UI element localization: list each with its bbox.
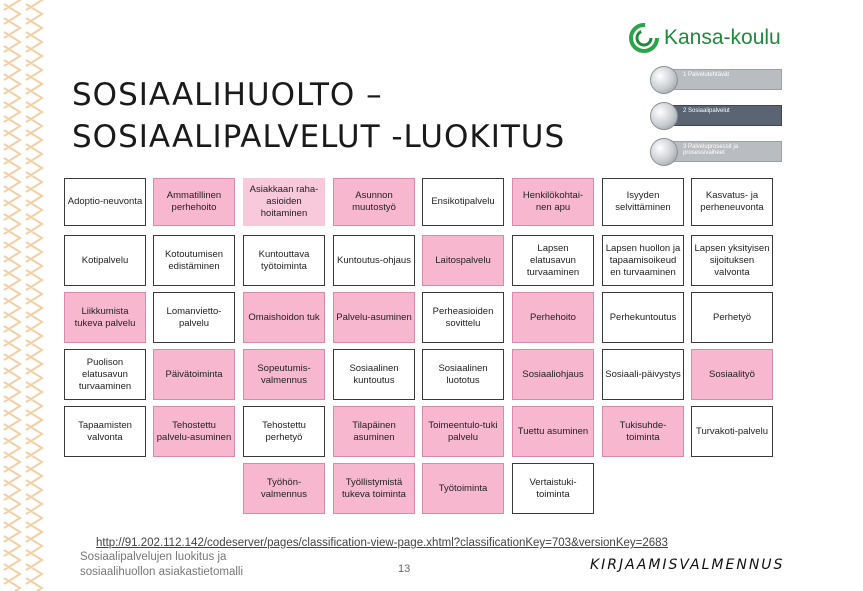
service-cell: Omaishoidon tuk <box>243 292 325 343</box>
process-steps <box>650 66 790 174</box>
service-cell: Tehostettu perhetyö <box>243 406 325 457</box>
service-cell: Asiakkaan raha-asioiden hoitaminen <box>243 178 325 226</box>
service-cell: Sopeutumis-valmennus <box>243 349 325 400</box>
service-cell: Ensikotipalvelu <box>422 178 504 226</box>
service-cell: Tilapäinen asuminen <box>333 406 415 457</box>
service-cell: Sosiaalinen kuntoutus <box>333 349 415 400</box>
service-cell: Puolison elatusavun turvaaminen <box>64 349 146 400</box>
service-cell: Tapaamisten valvonta <box>64 406 146 457</box>
process-step <box>650 66 790 92</box>
service-cell: Lapsen yksityisen sijoituksen valvonta <box>691 235 773 286</box>
service-cell: Työhön-valmennus <box>243 463 325 514</box>
process-step-label: 1 Palvelutehtävät <box>670 69 782 90</box>
process-step-label: 2 Sosiaalipalvelut <box>670 105 782 126</box>
service-cell: Sosiaalinen luototus <box>422 349 504 400</box>
chevron-border-decoration <box>0 0 52 591</box>
step-ball-icon <box>650 102 678 130</box>
service-cell: Vertaistuki-toiminta <box>512 463 594 514</box>
service-cell: Työllistymistä tukeva toiminta <box>333 463 415 514</box>
service-cell: Ammatillinen perhehoito <box>153 178 235 226</box>
slide-title-line1: SOSIAALIHUOLTO – <box>72 77 383 113</box>
service-cell: Toimeentulo-tuki palvelu <box>422 406 504 457</box>
service-cell: Liikkumista tukeva palvelu <box>64 292 146 343</box>
service-cell: Kotipalvelu <box>64 235 146 286</box>
service-cell: Turvakoti-palvelu <box>691 406 773 457</box>
service-cell: Perhekuntoutus <box>602 292 684 343</box>
page-number: 13 <box>398 563 411 575</box>
slide-title <box>72 74 565 158</box>
service-cell: Lapsen elatusavun turvaaminen <box>512 235 594 286</box>
service-cell: Isyyden selvittäminen <box>602 178 684 226</box>
footer-line2: sosiaalihuollon asiakastietomalli <box>80 566 244 578</box>
service-cell: Tuettu asuminen <box>512 406 594 457</box>
service-cell: Kuntoutus-ohjaus <box>333 235 415 286</box>
service-cell: Kuntouttava työtoiminta <box>243 235 325 286</box>
kansa-koulu-logo <box>628 22 781 54</box>
service-cell: Palvelu-asuminen <box>333 292 415 343</box>
service-cell: Perheasioiden sovittelu <box>422 292 504 343</box>
service-cell: Asunnon muutostyö <box>333 178 415 226</box>
brand-text: KIRJAAMISVALMENNUS <box>590 557 785 573</box>
slide-title-line2: SOSIAALIPALVELUT -LUOKITUS <box>72 119 566 155</box>
service-cell: Sosiaali-päivystys <box>602 349 684 400</box>
service-cell: Lomanvietto-palvelu <box>153 292 235 343</box>
step-ball-icon <box>650 138 678 166</box>
logo-swirl-icon <box>628 22 660 54</box>
process-step <box>650 138 790 164</box>
logo-text: Kansa-koulu <box>664 26 781 49</box>
service-cell: Adoptio-neuvonta <box>64 178 146 226</box>
step-ball-icon <box>650 66 678 94</box>
service-cell: Perhetyö <box>691 292 773 343</box>
service-cell: Sosiaaliohjaus <box>512 349 594 400</box>
footer-line1: Sosiaalipalvelujen luokitus ja <box>80 551 227 563</box>
service-cell: Henkilökohtai-nen apu <box>512 178 594 226</box>
service-cell: Laitospalvelu <box>422 235 504 286</box>
service-cell: Tehostettu palvelu-asuminen <box>153 406 235 457</box>
service-cell: Lapsen huollon ja tapaamisoikeud en turvaaminen <box>602 235 684 286</box>
service-cell: Perhehoito <box>512 292 594 343</box>
service-cell: Työtoiminta <box>422 463 504 514</box>
service-cell: Kotoutumisen edistäminen <box>153 235 235 286</box>
footer-source <box>80 550 243 580</box>
process-step <box>650 102 790 128</box>
service-cell: Kasvatus- ja perheneuvonta <box>691 178 773 226</box>
service-cell: Tukisuhde-toiminta <box>602 406 684 457</box>
classification-link[interactable]: http://91.202.112.142/codeserver/pages/classification-view-page.xhtml?classificationKey=703&versionKey=2683 <box>96 537 668 549</box>
service-cell: Sosiaalityö <box>691 349 773 400</box>
process-step-label: 3 Palveluprosessit ja prosessivaiheet <box>670 141 782 162</box>
service-cell: Päivätoiminta <box>153 349 235 400</box>
